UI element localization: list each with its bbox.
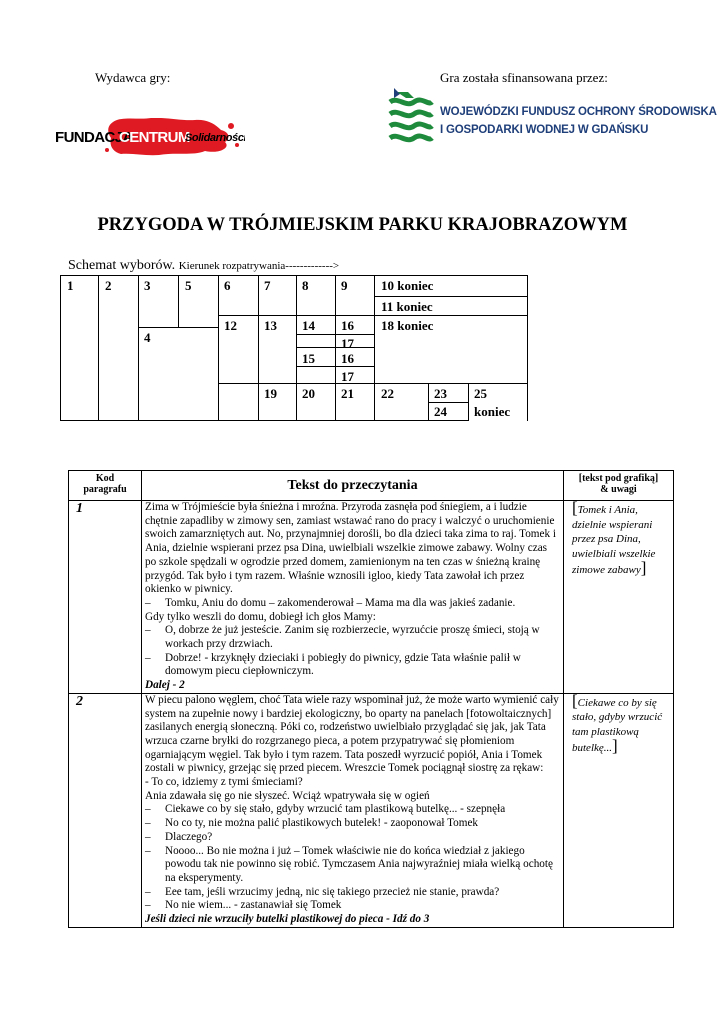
svg-text:FUNDACJA: FUNDACJA xyxy=(55,129,133,146)
schema-cell: 3 xyxy=(144,278,151,293)
schema-cell: 16 xyxy=(341,351,354,366)
choice-schema xyxy=(60,275,528,421)
schema-cell: 21 xyxy=(341,386,354,401)
schema-label xyxy=(68,258,339,274)
schema-cell: 24 xyxy=(434,404,447,419)
fund-logo xyxy=(386,88,717,150)
svg-text:Solidarności: Solidarności xyxy=(185,132,245,144)
schema-end-cell: 10 koniec xyxy=(381,278,434,293)
schema-cell: 9 xyxy=(341,278,348,293)
schema-cell: 8 xyxy=(302,278,309,293)
schema-cell: 12 xyxy=(224,318,237,333)
page-title: PRZYGODA W TRÓJMIEJSKIM PARKU KRAJOBRAZOWYM xyxy=(97,215,628,235)
paragraph-id: 2 xyxy=(69,693,142,927)
col-notes-header: [tekst pod grafiką] & uwagi xyxy=(564,471,674,501)
fund-name-line-1: WOJEWÓDZKI FUNDUSZ OCHRONY ŚRODOWISKA xyxy=(440,106,717,118)
schema-cell: 22 xyxy=(381,386,394,401)
schema-cell: 1 xyxy=(67,278,74,293)
schema-cell: 17 xyxy=(341,369,354,384)
schema-end-cell: 11 koniec xyxy=(381,299,433,314)
paragraph-text: W piecu palono węglem, choć Tata wiele razy wspominał już, że może warto wymienić cały system na zupełnie nowy i bardziej ekologiczny, bo oparty na panelach [fotowoltaicznych] zasilanych energią słoneczną. Póki co, rodzeństwo uwielbiało przyglądać się jak, jak Tata wrzuca czarne bryłki do rozgrzanego pieca, a potem przypatrywać się płomieniom ogarniającym węgiel. Tak było i tym razem. Tata poszedł wyrzucić popiół, Ania i Tomek zostali w piwnicy, grzejąc się przed piecem. Wreszcie Tomek pociągnął siostrę za rękaw: - To co, idziemy z tymi śmieciami? Ania zdawała się go nie słyszeć. Wciąż wpatrywała się w ogień – Ciekawe co by się stało, gdyby wrzucić tam plastikową butelkę... - szepnęła – No co ty, nie można palić plastikowych butelek! - zaoponował Tomek – Dlaczego? – Noooo... Bo nie można i już – Tomek właściwie nie do końca wiedział z jakiego powodu tak nie powinno się robić. Tymczasem Ania najwyraźniej miała wielką ochotę na eksperymenty. – Eee tam, jeśli wrzucimy jedną, nic się takiego przecież nie stanie, prawda? – No nie wiem... - zastanawiał się Tomek Jeśli dzieci nie wrzuciły butelki plastikowej do pieca - Idź do 3 xyxy=(142,693,564,927)
schema-cell: 17 xyxy=(341,336,354,351)
foundation-logo-image xyxy=(55,118,245,156)
paragraph-text: Zima w Trójmieście była śnieżna i mroźna. Przyroda zasnęła pod śniegiem, a i ludzie chętnie zapadliby w zimowy sen, zamiast wstawać rano do pracy i walczyć o uruchomienie swoich zamarzniętych aut. No, przynajmniej dorośli, bo dla dzieci taka zima to raj. Tomek i Ania, dzielnie wspierani przez psa Dina, uwielbiali wszelkie zimowe zabawy. Wolny czas po szkole spędzali w ogrodzie przed domem, zamienionym na ten czas w śnieżną krainę przygód. Tak było i tym razem. Właśnie wznosili igloo, kiedy Tata zawołał ich przez okienko w piwnicy. – Tomku, Aniu do domu – zakomenderował – Mama ma dla was jakieś zadanie. Gdy tylko weszli do domu, dobiegł ich głos Mamy: – O, dobrze że już jesteście. Zanim się rozbierzecie, wyrzućcie proszę śmieci, stoją w workach przy drzwiach. – Dobrze! - krzyknęły dzieciaki i pobiegły do piwnicy, gdzie Tata właśnie palił w domowym piecu ciepłowniczym. Dalej - 2 xyxy=(142,501,564,694)
schema-cell: 19 xyxy=(264,386,277,401)
schema-cell: 20 xyxy=(302,386,315,401)
schema-cell: 5 xyxy=(185,278,192,293)
schema-direction: Kierunek rozpatrywania-------------> xyxy=(178,260,340,272)
schema-cell: 4 xyxy=(144,330,151,345)
next-step: Jeśli dzieci nie wrzuciły butelki plastikowej do pieca - Idź do 3 xyxy=(145,913,430,926)
fund-emblem-icon xyxy=(386,88,436,150)
schema-cell: 2 xyxy=(105,278,112,293)
fund-name-line-2: I GOSPODARKI WODNEJ W GDAŃSKU xyxy=(440,124,649,136)
next-step: Dalej - 2 xyxy=(145,679,185,692)
graphic-caption: [Ciekawe co by się stało, gdyby wrzucić tam plastikową butelkę...] xyxy=(564,693,674,927)
schema-cell: 13 xyxy=(264,318,277,333)
schema-cell: 6 xyxy=(224,278,231,293)
table-row xyxy=(69,693,674,927)
graphic-caption: [Tomek i Ania, dzielnie wspierani przez psa Dina, uwielbiali wszelkie zimowe zabawy] xyxy=(564,501,674,694)
schema-cell: 15 xyxy=(302,351,315,366)
table-header-row xyxy=(69,471,674,501)
svg-text:CENTRUM: CENTRUM xyxy=(119,129,190,146)
schema-end-cell: 18 koniec xyxy=(381,318,434,333)
col-text-header: Tekst do przeczytania xyxy=(142,471,564,501)
paragraph-table xyxy=(68,470,673,928)
schema-end-cell: koniec xyxy=(474,404,511,419)
schema-cell: 16 xyxy=(341,318,354,333)
schema-title: Schemat wyborów. xyxy=(68,258,176,273)
col-code-header: Kod paragrafu xyxy=(69,471,142,501)
schema-cell: 23 xyxy=(434,386,447,401)
foundation-logo xyxy=(55,118,245,156)
schema-end-cell: 25 xyxy=(474,386,487,401)
schema-cell: 7 xyxy=(264,278,271,293)
sponsor-label: Gra została sfinansowana przez: xyxy=(440,70,608,85)
paragraph-id: 1 xyxy=(69,501,142,694)
table-row xyxy=(69,501,674,694)
publisher-label: Wydawca gry: xyxy=(95,70,171,85)
schema-cell: 14 xyxy=(302,318,315,333)
